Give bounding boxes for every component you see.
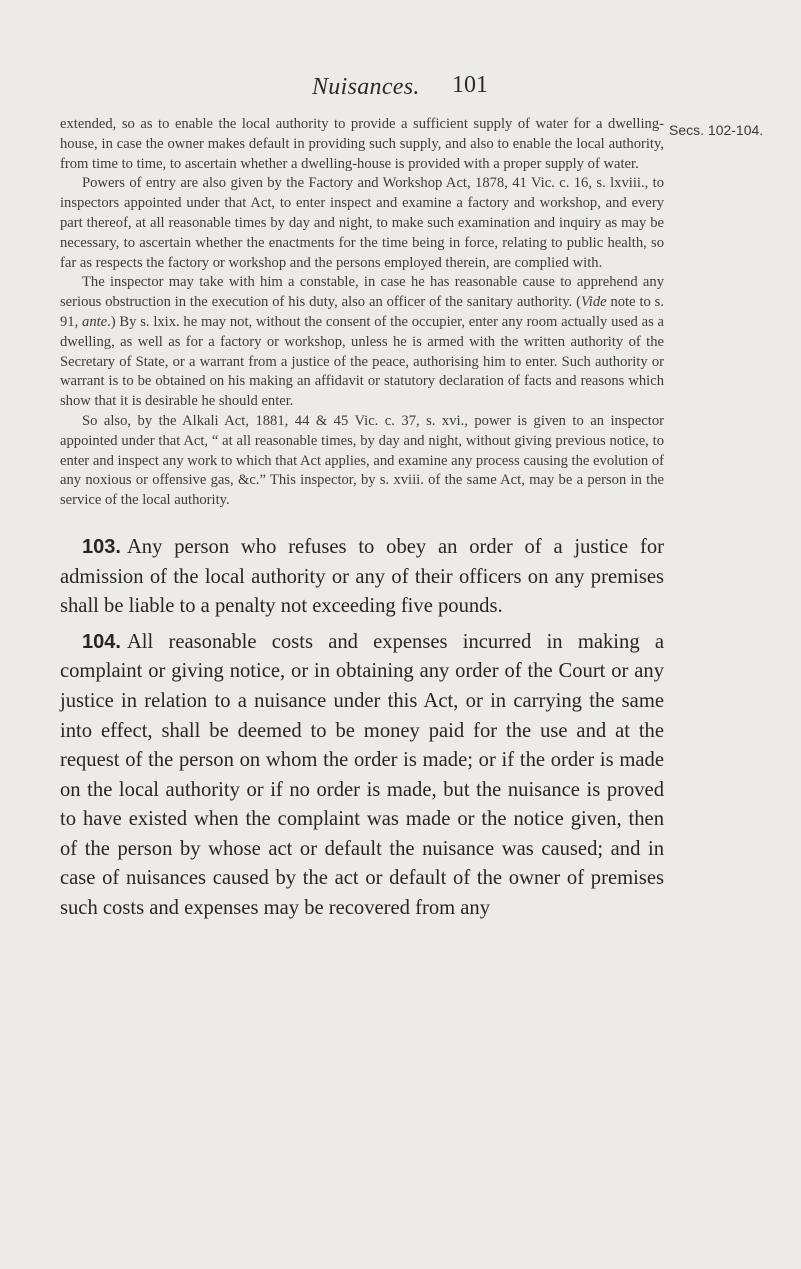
paragraph-factory-act: Powers of entry are also given by the Factory and Workshop Act, 1878, 41 Vic. c. 16, s. lxviii., to inspectors appointed under that Act, to enter inspect and examine a factory and workshop, and every part thereof, at all reasonable times by day and night, to make such examination and inquiry as may be necessary, to ascertain whether the enactments for the time being in force, relating to public health, so far as respects the factory or workshop and the persons employed therein, are complied with. bbox=[60, 175, 664, 271]
section-103 bbox=[60, 533, 664, 622]
paragraph-text: .) By s. lxix. he may not, without the consent of the occupier, enter any room actually used as a dwelling, as well as for a factory or workshop, unless he is armed with the written authority of the Secretary of State, or a warrant from a justice of the peace, authorising him to enter. Such authority or warrant is to be obtained on his making an affidavit or statutory declaration of facts and reasons which show that it is desirable he should enter. bbox=[60, 313, 665, 410]
italic-vide: Vide bbox=[580, 294, 607, 311]
paragraph-alkali-act: So also, by the Alkali Act, 1881, 44 & 45 Vic. c. 37, s. xvi., power is given to an inspector appointed under that Act, “ at all reasonable times, by day and night, without giving previous notice, to enter and inspect any work to which that Act applies, and examine any process causing the evolution of any noxious or offensive gas, &c.” This inspector, by s. xviii. of the same Act, may be a person in the service of the local authority. bbox=[60, 412, 664, 509]
paragraph-water-supply: extended, so as to enable the local authority to provide a sufficient supply of water for a dwelling-house, in case the owner makes default in providing such supply, and also to enable the local authority, from time to time, to ascertain whether a dwelling-house is provided with a proper supply of water. bbox=[60, 116, 664, 172]
section-104 bbox=[60, 628, 664, 924]
section-number: 103. bbox=[82, 535, 121, 558]
italic-ante: ante bbox=[82, 313, 108, 330]
margin-section-reference: Secs. 102-104. bbox=[669, 122, 764, 138]
running-head bbox=[0, 74, 801, 110]
section-number: 104. bbox=[82, 630, 121, 653]
running-title: Nuisances. bbox=[312, 74, 420, 100]
page-number: 101 bbox=[452, 72, 488, 98]
section-text: All reasonable costs and expenses incurred in making a complaint or giving notice, or in obtaining any order of the Court or any justice in relation to a nuisance under this Act, or in carrying the same into effect, shall be deemed to be money paid for the use and at the request of the person on whom the order is made; or if the order is made on the local authority or if no order is made, but the nuisance is proved to have existed when the complaint was made or the notice given, then of the person by whose act or default the nuisance was caused; and in case of nuisances caused by the act or default of the owner of premises such costs and expenses may be recovered from any bbox=[60, 630, 664, 920]
paragraph-text: The inspector may take with him a constable, in case he has reasonable cause to apprehend any serious obstruction in the execution of his duty, also an officer of the sanitary authority. ( bbox=[60, 274, 664, 311]
section-text: Any person who refuses to obey an order of a justice for admission of the local authority or any of their officers on any premises shall be liable to a penalty not exceeding five pounds. bbox=[60, 535, 664, 618]
body-text bbox=[60, 115, 664, 924]
paragraph-inspector-constable bbox=[60, 273, 664, 412]
paragraph-text: note to s. 91, bbox=[60, 294, 664, 330]
